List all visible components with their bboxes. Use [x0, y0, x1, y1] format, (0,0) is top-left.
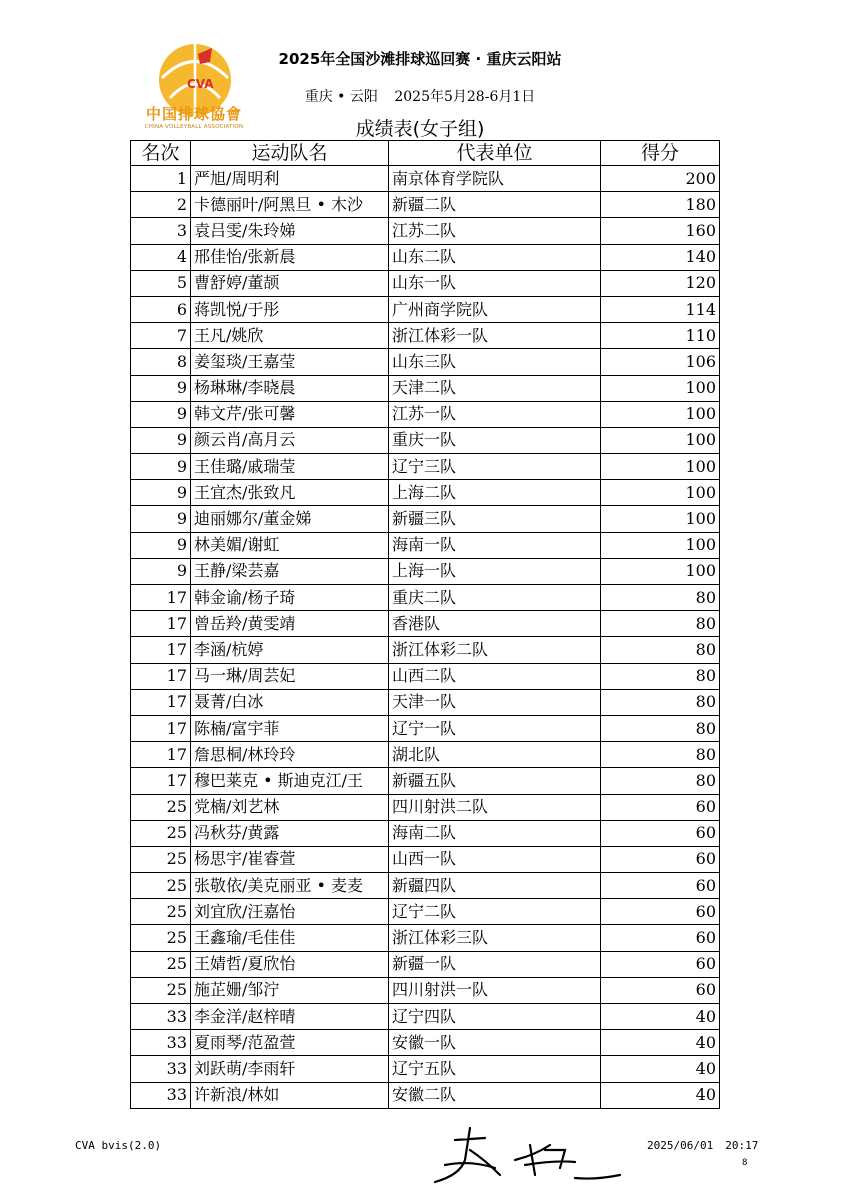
rank-cell: 9 [131, 427, 191, 453]
team-cell: 党楠/刘艺林 [191, 794, 389, 820]
rank-cell: 1 [131, 166, 191, 192]
rank-cell: 17 [131, 611, 191, 637]
table-row [131, 296, 720, 322]
score-cell: 200 [601, 166, 720, 192]
team-cell: 迪丽娜尔/董金娣 [191, 506, 389, 532]
rank-cell: 25 [131, 794, 191, 820]
rank-cell: 9 [131, 506, 191, 532]
score-cell: 106 [601, 349, 720, 375]
team-cell: 王佳璐/戚瑞莹 [191, 454, 389, 480]
unit-cell: 重庆二队 [389, 585, 601, 611]
team-cell: 曾岳羚/黄雯靖 [191, 611, 389, 637]
table-row [131, 558, 720, 584]
column-header-score: 得分 [601, 141, 720, 166]
signature [425, 1120, 625, 1190]
print-timestamp [647, 1139, 770, 1152]
rank-cell: 17 [131, 742, 191, 768]
team-cell: 马一琳/周芸妃 [191, 663, 389, 689]
rank-cell: 9 [131, 532, 191, 558]
rank-cell: 25 [131, 846, 191, 872]
team-cell: 刘跃萌/李雨轩 [191, 1056, 389, 1082]
unit-cell: 四川射洪二队 [389, 794, 601, 820]
unit-cell: 辽宁四队 [389, 1004, 601, 1030]
team-cell: 张敬依/美克丽亚 • 麦麦 [191, 873, 389, 899]
rank-cell: 9 [131, 480, 191, 506]
score-cell: 60 [601, 820, 720, 846]
team-cell: 王宜杰/张致凡 [191, 480, 389, 506]
table-row [131, 1056, 720, 1082]
rank-cell: 17 [131, 637, 191, 663]
unit-cell: 新疆四队 [389, 873, 601, 899]
rank-cell: 25 [131, 951, 191, 977]
column-header-unit: 代表单位 [389, 141, 601, 166]
team-cell: 夏雨琴/范盈萱 [191, 1030, 389, 1056]
unit-cell: 江苏一队 [389, 401, 601, 427]
rank-cell: 9 [131, 454, 191, 480]
unit-cell: 新疆一队 [389, 951, 601, 977]
score-cell: 80 [601, 742, 720, 768]
score-cell: 140 [601, 244, 720, 270]
score-cell: 60 [601, 899, 720, 925]
unit-cell: 辽宁五队 [389, 1056, 601, 1082]
table-row [131, 349, 720, 375]
unit-cell: 湖北队 [389, 742, 601, 768]
table-title: 成绩表(女子组) [355, 118, 485, 140]
table-row [131, 899, 720, 925]
rank-cell: 9 [131, 375, 191, 401]
table-row [131, 532, 720, 558]
rank-cell: 25 [131, 820, 191, 846]
table-row [131, 244, 720, 270]
unit-cell: 山西二队 [389, 663, 601, 689]
score-cell: 80 [601, 689, 720, 715]
rank-cell: 9 [131, 401, 191, 427]
unit-cell: 辽宁三队 [389, 454, 601, 480]
table-row [131, 611, 720, 637]
unit-cell: 江苏二队 [389, 218, 601, 244]
table-row [131, 794, 720, 820]
team-cell: 林美媚/谢虹 [191, 532, 389, 558]
unit-cell: 辽宁二队 [389, 899, 601, 925]
unit-cell: 辽宁一队 [389, 715, 601, 741]
team-cell: 王鑫瑜/毛佳佳 [191, 925, 389, 951]
logo-badge: CVA [187, 77, 214, 91]
unit-cell: 新疆三队 [389, 506, 601, 532]
table-row [131, 951, 720, 977]
score-cell: 60 [601, 873, 720, 899]
team-cell: 姜玺琰/王嘉莹 [191, 349, 389, 375]
score-cell: 60 [601, 951, 720, 977]
rank-cell: 25 [131, 977, 191, 1003]
table-row [131, 192, 720, 218]
team-cell: 曹舒婷/董颉 [191, 270, 389, 296]
team-cell: 王凡/姚欣 [191, 323, 389, 349]
table-row [131, 427, 720, 453]
table-row [131, 270, 720, 296]
team-cell: 颜云肖/高月云 [191, 427, 389, 453]
print-time: 20:17 [725, 1139, 759, 1152]
rank-cell: 3 [131, 218, 191, 244]
rank-cell: 33 [131, 1056, 191, 1082]
rank-cell: 17 [131, 715, 191, 741]
event-info [250, 86, 590, 106]
score-cell: 100 [601, 506, 720, 532]
table-row [131, 1030, 720, 1056]
team-cell: 冯秋芬/黄露 [191, 820, 389, 846]
rank-cell: 6 [131, 296, 191, 322]
unit-cell: 浙江体彩三队 [389, 925, 601, 951]
unit-cell: 安徽二队 [389, 1082, 601, 1108]
table-row [131, 166, 720, 192]
team-cell: 严旭/周明利 [191, 166, 389, 192]
score-cell: 80 [601, 611, 720, 637]
team-cell: 施芷姗/邹泞 [191, 977, 389, 1003]
rank-cell: 25 [131, 925, 191, 951]
table-row [131, 768, 720, 794]
unit-cell: 山东三队 [389, 349, 601, 375]
table-row [131, 1004, 720, 1030]
logo-text: 中国排球協會 [145, 105, 242, 123]
table-row [131, 637, 720, 663]
score-cell: 60 [601, 846, 720, 872]
score-cell: 40 [601, 1082, 720, 1108]
rank-cell: 7 [131, 323, 191, 349]
score-cell: 100 [601, 401, 720, 427]
score-cell: 80 [601, 637, 720, 663]
rank-cell: 2 [131, 192, 191, 218]
rank-cell: 33 [131, 1082, 191, 1108]
results-table [130, 140, 720, 1109]
score-cell: 120 [601, 270, 720, 296]
table-row [131, 925, 720, 951]
rank-cell: 17 [131, 768, 191, 794]
score-cell: 100 [601, 480, 720, 506]
column-header-rank: 名次 [131, 141, 191, 166]
unit-cell: 山东二队 [389, 244, 601, 270]
unit-cell: 山西一队 [389, 846, 601, 872]
unit-cell: 海南一队 [389, 532, 601, 558]
team-cell: 卡德丽叶/阿黑旦 • 木沙 [191, 192, 389, 218]
team-cell: 韩金谕/杨子琦 [191, 585, 389, 611]
score-cell: 60 [601, 925, 720, 951]
rank-cell: 17 [131, 585, 191, 611]
rank-cell: 33 [131, 1030, 191, 1056]
score-cell: 40 [601, 1004, 720, 1030]
score-cell: 114 [601, 296, 720, 322]
unit-cell: 重庆一队 [389, 427, 601, 453]
team-cell: 邢佳怡/张新晨 [191, 244, 389, 270]
table-row [131, 689, 720, 715]
print-date: 2025/06/01 [647, 1139, 714, 1152]
column-header-team: 运动队名 [191, 141, 389, 166]
table-row [131, 375, 720, 401]
team-cell: 杨思宇/崔睿萱 [191, 846, 389, 872]
rank-cell: 33 [131, 1004, 191, 1030]
table-row [131, 977, 720, 1003]
table-row [131, 585, 720, 611]
table-row [131, 506, 720, 532]
team-cell: 王婧哲/夏欣怡 [191, 951, 389, 977]
page-number: 8 [742, 1158, 748, 1168]
table-row [131, 454, 720, 480]
score-cell: 80 [601, 663, 720, 689]
score-cell: 80 [601, 768, 720, 794]
score-cell: 80 [601, 585, 720, 611]
team-cell: 陈楠/富宇菲 [191, 715, 389, 741]
score-cell: 100 [601, 375, 720, 401]
table-row [131, 218, 720, 244]
unit-cell: 四川射洪一队 [389, 977, 601, 1003]
unit-cell: 广州商学院队 [389, 296, 601, 322]
score-cell: 110 [601, 323, 720, 349]
score-cell: 40 [601, 1030, 720, 1056]
team-cell: 杨琳琳/李晓晨 [191, 375, 389, 401]
team-cell: 穆巴莱克 • 斯迪克江/王 [191, 768, 389, 794]
header-row [131, 141, 720, 166]
team-cell: 刘宜欣/汪嘉怡 [191, 899, 389, 925]
unit-cell: 上海二队 [389, 480, 601, 506]
logo-subtext: CHINA VOLLEYBALL ASSOCIATION [144, 124, 244, 130]
unit-cell: 上海一队 [389, 558, 601, 584]
score-cell: 100 [601, 532, 720, 558]
score-cell: 60 [601, 977, 720, 1003]
score-cell: 100 [601, 454, 720, 480]
unit-cell: 浙江体彩一队 [389, 323, 601, 349]
table-row [131, 715, 720, 741]
event-dates: 2025年5月28-6月1日 [394, 89, 536, 105]
rank-cell: 25 [131, 873, 191, 899]
table-row [131, 663, 720, 689]
unit-cell: 新疆五队 [389, 768, 601, 794]
event-location: 重庆 • 云阳 [304, 89, 378, 105]
table-row [131, 401, 720, 427]
table-row [131, 1082, 720, 1108]
rank-cell: 4 [131, 244, 191, 270]
team-cell: 李涵/杭婷 [191, 637, 389, 663]
unit-cell: 天津二队 [389, 375, 601, 401]
team-cell: 蒋凯悦/于彤 [191, 296, 389, 322]
unit-cell: 新疆二队 [389, 192, 601, 218]
score-cell: 40 [601, 1056, 720, 1082]
rank-cell: 8 [131, 349, 191, 375]
team-cell: 袁吕雯/朱玲娣 [191, 218, 389, 244]
table-row [131, 480, 720, 506]
unit-cell: 天津一队 [389, 689, 601, 715]
table-row [131, 820, 720, 846]
unit-cell: 山东一队 [389, 270, 601, 296]
team-cell: 韩文芹/张可馨 [191, 401, 389, 427]
score-cell: 60 [601, 794, 720, 820]
unit-cell: 安徽一队 [389, 1030, 601, 1056]
table-row [131, 323, 720, 349]
score-cell: 80 [601, 715, 720, 741]
page-title: 2025年全国沙滩排球巡回赛 · 重庆云阳站 [278, 50, 562, 68]
rank-cell: 17 [131, 689, 191, 715]
score-cell: 160 [601, 218, 720, 244]
team-cell: 詹思桐/林玲玲 [191, 742, 389, 768]
score-cell: 100 [601, 427, 720, 453]
unit-cell: 南京体育学院队 [389, 166, 601, 192]
unit-cell: 香港队 [389, 611, 601, 637]
team-cell: 聂菁/白冰 [191, 689, 389, 715]
rank-cell: 25 [131, 899, 191, 925]
team-cell: 李金洋/赵梓晴 [191, 1004, 389, 1030]
rank-cell: 5 [131, 270, 191, 296]
unit-cell: 浙江体彩二队 [389, 637, 601, 663]
team-cell: 王静/梁芸嘉 [191, 558, 389, 584]
table-row [131, 742, 720, 768]
software-version: CVA bvis(2.0) [75, 1139, 162, 1152]
table-row [131, 873, 720, 899]
table-row [131, 846, 720, 872]
rank-cell: 17 [131, 663, 191, 689]
unit-cell: 海南二队 [389, 820, 601, 846]
score-cell: 180 [601, 192, 720, 218]
team-cell: 许新浪/林如 [191, 1082, 389, 1108]
score-cell: 100 [601, 558, 720, 584]
rank-cell: 9 [131, 558, 191, 584]
